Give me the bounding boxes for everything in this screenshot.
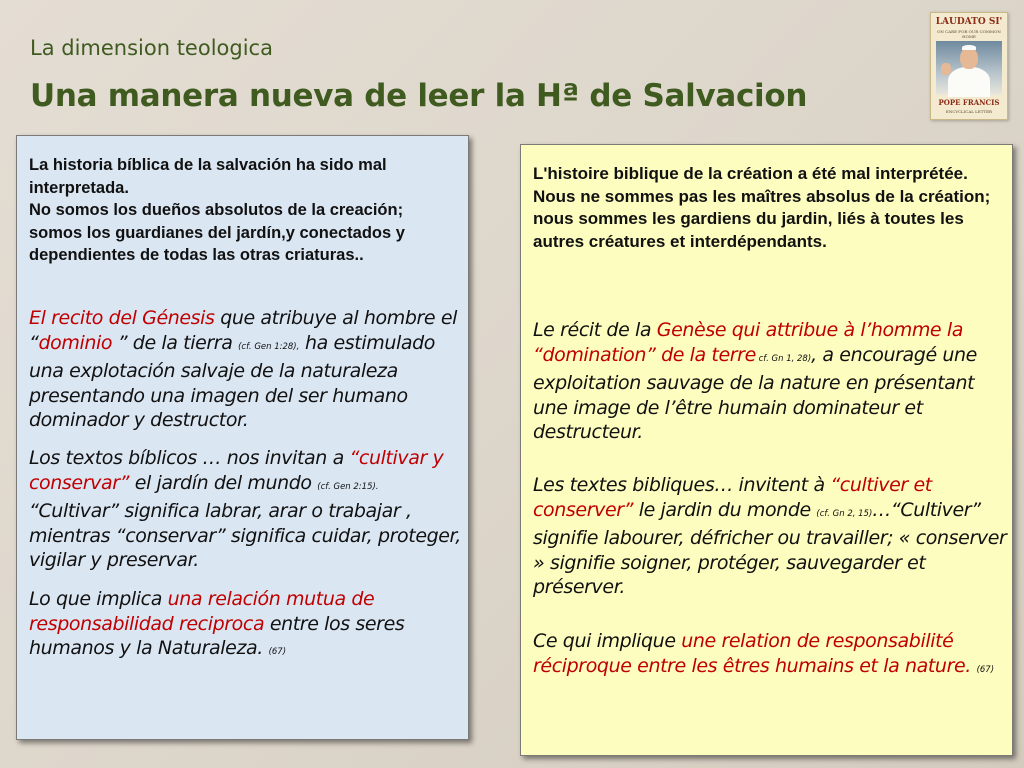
book-subtitle: ON CARE FOR OUR COMMON HOME	[937, 29, 1001, 39]
citation: (67)	[268, 647, 287, 657]
slide-subtitle: La dimension teologica	[30, 36, 273, 60]
pope-cap-shape	[962, 45, 976, 50]
citation: (cf. Gen 1:28),	[238, 341, 300, 352]
citation: (cf. Gn 2, 15)	[816, 508, 873, 519]
spanish-paragraph-1: El recito del Génesis que atribuye al hombre el “dominio ” de la tierra (cf. Gen 1:28), ha estimulado una explotación salvaje de la naturaleza presentando una imagen del ser humano dominador y destructor.	[29, 307, 457, 431]
spanish-paragraph-3: Lo que implica una relación mutua de responsabilidad reciproca entre los seres humanos y la Naturaleza. (67)	[29, 588, 405, 659]
spanish-paragraph-2: Los textos bíblicos … nos invitan a “cultivar y conservar” el jardín del mundo (cf. Gen 2:15). “Cultivar” significa labrar, arar o trabajar , mientras “conservar” significa cuidar, proteger, vigilar y preservar.	[29, 447, 461, 571]
spanish-intro: La historia bíblica de la salvación ha sido mal interpretada. No somos los dueños absolutos de la creación; somos los guardianes del jardín,y conectados y dependientes de todas las otras criaturas..	[29, 156, 405, 264]
book-cover-image	[930, 12, 1008, 120]
book-title: LAUDATO SI'	[935, 17, 1003, 27]
french-paragraph-3: Ce qui implique une relation de responsabilité réciproque entre les êtres humains et la nature. (67)	[533, 630, 995, 677]
citation: (67)	[976, 664, 995, 675]
slide-title: Una manera nueva de leer la Hª de Salvacion	[30, 78, 808, 114]
pope-body-shape	[948, 67, 990, 97]
book-author: POPE FRANCIS	[938, 98, 1000, 107]
french-paragraph-2: Les textes bibliques… invitent à “cultiver et conserver” le jardin du monde (cf. Gn 2, 15)…“Cultiver” signifie labourer, défricher ou travailler; « conserver » signifie soigner, protéger, sauvegarder et préserver.	[533, 474, 1007, 598]
french-paragraph-1: Le récit de la Genèse qui attribue à l’homme la “domination” de la terre cf. Gn 1, 28), a encouragé une exploitation sauvage de la nature en présentant une image de l’être humain dominateur et destructeur.	[533, 319, 977, 443]
french-text-box	[520, 144, 1013, 756]
pope-photo	[936, 41, 1002, 95]
pope-head-shape	[960, 47, 978, 69]
pope-hand-shape	[941, 63, 951, 75]
spanish-text-box	[16, 135, 469, 740]
french-intro: L'histoire biblique de la création a été mal interprétée. Nous ne sommes pas les maîtres absolus de la création; nous sommes les gardiens du jardin, liés à toutes les autres créatures et interdépendants.	[533, 164, 991, 251]
citation: (cf. Gen 2:15).	[317, 481, 379, 492]
citation: cf. Gn 1, 28)	[755, 353, 812, 364]
book-publisher: ENCYCLICAL LETTER	[945, 109, 993, 114]
